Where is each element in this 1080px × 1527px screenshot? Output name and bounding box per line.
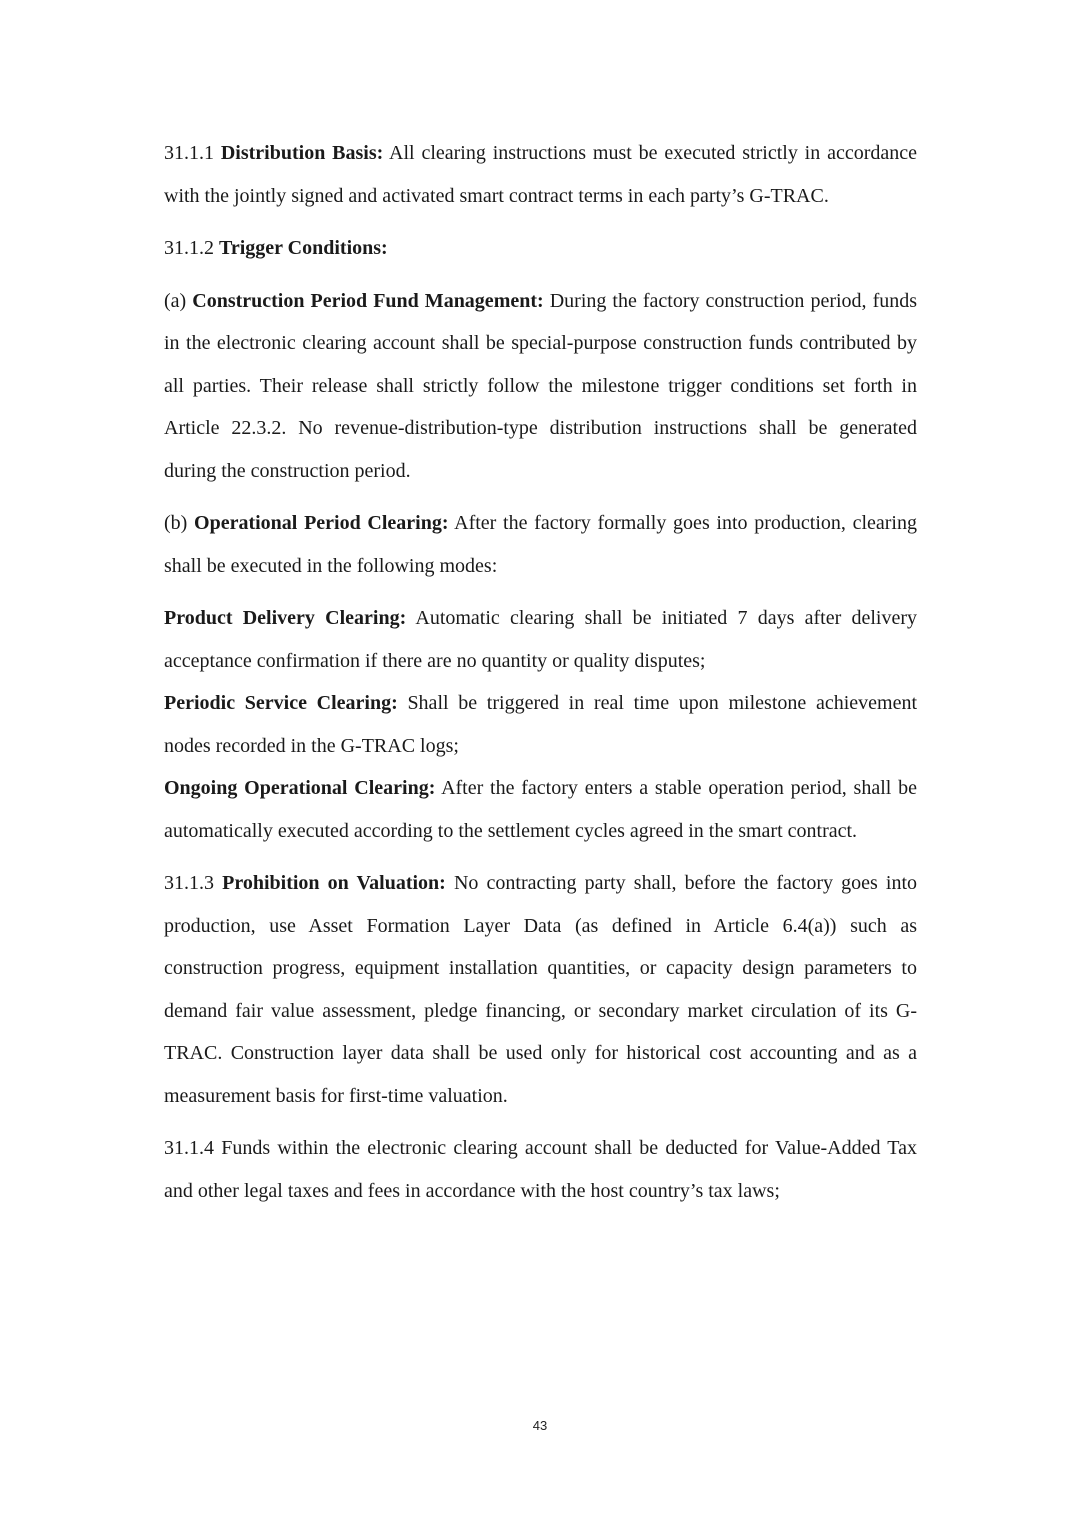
section-31-1-2 <box>164 227 917 270</box>
clause-text: After the factory formally goes into production, clearing shall be executed in the following modes: <box>164 512 917 577</box>
mode-heading: Product Delivery Clearing: <box>164 607 407 629</box>
document-page <box>164 132 917 1212</box>
section-heading: Trigger Conditions: <box>219 237 388 259</box>
clause-heading: Construction Period Fund Management: <box>192 289 544 312</box>
section-number: 31.1.2 <box>164 237 214 259</box>
section-number: 31.1.3 <box>164 872 214 894</box>
section-heading: Prohibition on Valuation: <box>222 872 446 894</box>
section-number: 31.1.1 <box>164 142 214 164</box>
clause-text: During the factory construction period, funds in the electronic clearing account shall be special-purpose construction funds contributed by all parties. Their release shall strictly follow the milestone trigger conditions set forth in Article 22.3.2. No revenue-distribution-type distribution instructions shall be generated during the construction period. <box>164 289 918 482</box>
section-text: Funds within the electronic clearing account shall be deducted for Value-Added Tax and other legal taxes and fees in accordance with the host country’s tax laws; <box>164 1137 918 1202</box>
section-text: All clearing instructions must be executed strictly in accordance with the jointly signed and activated smart contract terms in each party’s G-TRAC. <box>164 142 917 207</box>
mode-ongoing-operational <box>164 767 917 852</box>
clause-a <box>164 280 917 493</box>
mode-periodic-service <box>164 682 917 767</box>
clause-b <box>164 502 917 587</box>
clause-marker: (a) <box>164 289 187 312</box>
mode-heading: Ongoing Operational Clearing: <box>164 777 436 799</box>
mode-text: Automatic clearing shall be initiated 7 days after delivery acceptance confirmation if there are no quantity or quality disputes; <box>164 607 917 672</box>
mode-heading: Periodic Service Clearing: <box>164 692 398 714</box>
page-number: 43 <box>532 1418 548 1433</box>
section-heading: Distribution Basis: <box>220 142 384 164</box>
mode-text: After the factory enters a stable operation period, shall be automatically executed according to the settlement cycles agreed in the smart contract. <box>164 777 917 842</box>
clause-heading: Operational Period Clearing: <box>194 512 449 534</box>
mode-product-delivery <box>164 597 917 682</box>
section-text: No contracting party shall, before the factory goes into production, use Asset Formation Layer Data (as defined in Article 6.4(a)) such as construction progress, equipment installation quantities, or capacity design parameters to demand fair value assessment, pledge financing, or secondary market circulation of its G-TRAC. Construction layer data shall be used only for historical cost accounting and as a measurement basis for first-time valuation. <box>164 872 918 1107</box>
section-31-1-1 <box>164 132 917 217</box>
section-31-1-3 <box>164 862 917 1117</box>
section-number: 31.1.4 <box>164 1137 214 1159</box>
section-31-1-4 <box>164 1127 917 1212</box>
mode-text: Shall be triggered in real time upon milestone achievement nodes recorded in the G-TRAC logs; <box>164 692 917 757</box>
clause-marker: (b) <box>164 512 188 534</box>
